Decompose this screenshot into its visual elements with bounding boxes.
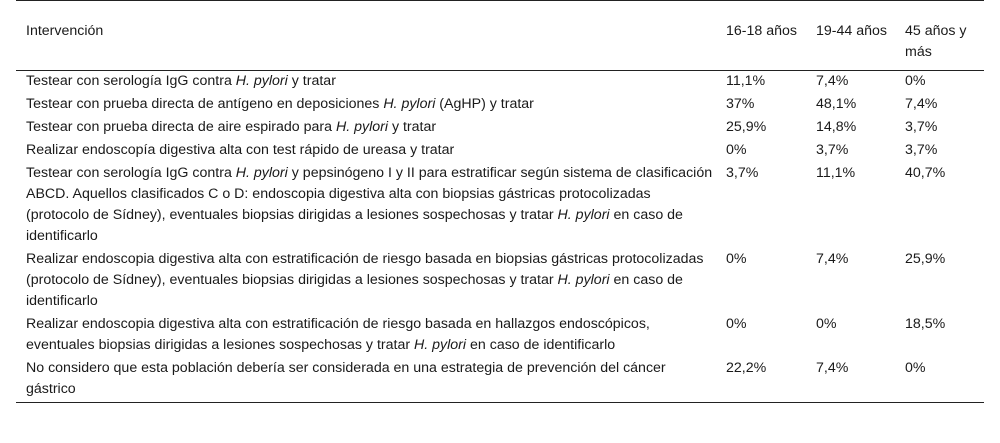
value-age-16-18: 22,2% xyxy=(726,360,767,376)
value-age-19-44: 48,1% xyxy=(816,96,857,112)
value-age-16-18: 37% xyxy=(726,96,755,112)
table-row xyxy=(16,358,984,403)
table-row xyxy=(16,314,984,358)
table-body xyxy=(16,71,984,403)
intervention-cell xyxy=(16,249,716,314)
intervention-text: Realizar endoscopia digestiva alta con estratificación de riesgo basada en biopsias gástricas protocolizadas (protocolo de Sídney), eventuales biopsias dirigidas a lesiones sospechosas y tratar xyxy=(26,251,704,288)
species-name: H. pylori xyxy=(383,96,436,112)
header-age-19-44: 19-44 años xyxy=(816,23,887,39)
value-age-45-plus: 25,9% xyxy=(905,251,946,267)
intervention-text: y tratar xyxy=(287,73,336,89)
value-age-45-plus: 3,7% xyxy=(905,119,938,135)
header-intervention: Intervención xyxy=(26,23,104,39)
value-age-19-44: 7,4% xyxy=(816,73,849,89)
intervention-text: y pepsinógeno I y II para estratificar según sistema de clasificación ABCD. Aquellos clasificados C o D: endoscopia digestiva alta con biopsias gástricas protocolizadas (protocolo de Sídney), eventuales biopsias dirigidas a lesiones sospechosas y tratar xyxy=(26,165,713,223)
intervention-text: Testear con prueba directa de antígeno en deposiciones xyxy=(26,96,384,112)
intervention-text: Realizar endoscopía digestiva alta con test rápido de ureasa y tratar xyxy=(26,142,455,158)
table-row xyxy=(16,249,984,314)
intervention-text: Realizar endoscopia digestiva alta con estratificación de riesgo basada en hallazgos endoscópicos, eventuales biopsias dirigidas a lesiones sospechosas y tratar xyxy=(26,316,650,353)
intervention-text: Testear con serología IgG contra xyxy=(26,73,236,89)
value-age-16-18: 0% xyxy=(726,316,747,332)
species-name: H. pylori xyxy=(335,119,388,135)
table-row xyxy=(16,71,984,95)
value-age-19-44: 7,4% xyxy=(816,360,849,376)
intervention-cell xyxy=(16,140,716,163)
intervention-text: en caso de identificarlo xyxy=(26,272,683,309)
intervention-cell xyxy=(16,94,716,117)
intervention-text: en caso de identificarlo xyxy=(26,207,683,244)
value-age-19-44: 3,7% xyxy=(816,142,849,158)
value-age-19-44: 7,4% xyxy=(816,251,849,267)
value-age-16-18: 0% xyxy=(726,251,747,267)
value-age-16-18: 25,9% xyxy=(726,119,767,135)
intervention-cell xyxy=(16,314,716,358)
value-age-19-44: 14,8% xyxy=(816,119,857,135)
table-row xyxy=(16,94,984,117)
intervention-text: Testear con prueba directa de aire espirado para xyxy=(26,119,336,135)
value-age-45-plus: 40,7% xyxy=(905,165,946,181)
header-age-16-18: 16-18 años xyxy=(726,23,797,39)
value-age-45-plus: 18,5% xyxy=(905,316,946,332)
species-name: H. pylori xyxy=(557,272,610,288)
intervention-text: Testear con serología IgG contra xyxy=(26,165,236,181)
value-age-19-44: 0% xyxy=(816,316,837,332)
value-age-16-18: 11,1% xyxy=(726,73,766,89)
header-row xyxy=(16,1,984,71)
table-row xyxy=(16,117,984,140)
header-age-45-plus: 45 años y más xyxy=(905,23,967,60)
table-row xyxy=(16,163,984,249)
intervention-cell xyxy=(16,117,716,140)
value-age-45-plus: 3,7% xyxy=(905,142,938,158)
value-age-16-18: 3,7% xyxy=(726,165,759,181)
value-age-19-44: 11,1% xyxy=(816,165,856,181)
interventions-table xyxy=(16,0,984,403)
species-name: H. pylori xyxy=(414,337,467,353)
table-row xyxy=(16,140,984,163)
species-name: H. pylori xyxy=(235,73,288,89)
value-age-45-plus: 7,4% xyxy=(905,96,938,112)
species-name: H. pylori xyxy=(235,165,288,181)
value-age-45-plus: 0% xyxy=(905,360,926,376)
value-age-16-18: 0% xyxy=(726,142,747,158)
intervention-cell xyxy=(16,163,716,249)
species-name: H. pylori xyxy=(557,207,610,223)
intervention-text: (AgHP) y tratar xyxy=(435,96,534,112)
intervention-text: en caso de identificarlo xyxy=(466,337,616,353)
intervention-text: No considero que esta población debería ser considerada en una estrategia de prevención del cáncer gástrico xyxy=(26,360,666,397)
intervention-cell xyxy=(16,358,716,403)
intervention-cell xyxy=(16,71,716,95)
value-age-45-plus: 0% xyxy=(905,73,926,89)
intervention-text: y tratar xyxy=(388,119,437,135)
